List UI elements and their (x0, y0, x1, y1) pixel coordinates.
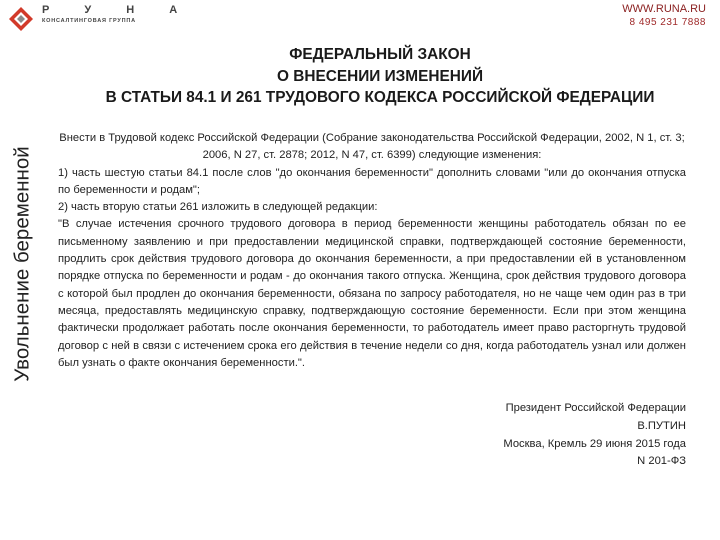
page-header (0, 0, 720, 34)
amendment-item-2: 2) часть вторую статьи 261 изложить в следующей редакции: (58, 201, 378, 214)
title-line: О ВНЕСЕНИИ ИЗМЕНЕНИЙ (276, 67, 484, 85)
signature-role: Президент Российской Федерации (505, 402, 686, 414)
phone-number: 8 495 231 7888 (629, 17, 706, 28)
side-title-text: Увольнение беременной (11, 146, 35, 382)
signature-name: В.ПУТИН (637, 419, 686, 432)
signature-place-date: Москва, Кремль 29 июня 2015 года (503, 437, 686, 450)
intro-paragraph: Внести в Трудовой кодекс Российской Федерации (Собрание законодательства Российской Федерации, 2002, N 1, ст. 3; 2006, N 27, ст. 2878; 2012, N 47, ст. 6399) следующие изменения: (59, 132, 685, 162)
site-url: WWW.RUNA.RU (622, 3, 706, 15)
amendment-quote: "В случае истечения срочного трудового договора в период беременности женщины работодатель обязан по ее письменному заявлению и при предоставлении медицинской справки, подтверждающей состояние беременности, продлить срок действия трудового договора до окончания беременности, а при предоставлении ей в установленном порядке отпуска по беременности и родам - до окончания такого отпуска. Женщина, срок действия трудового договора с которой был продлен до окончания беременности, обязана по запросу работодателя, но не чаще чем один раз в три месяца, предоставлять медицинскую справку, подтверждающую состояние беременности. Если при этом женщина фактически продолжает работать после окончания беременности, то работодатель имеет право расторгнуть трудовой договор с ней в связи с истечением срока его действия в течение недели со дня, когда работодатель узнал или должен был узнать о факте окончания беременности.". (58, 218, 686, 369)
logo-name: Р У Н А (42, 4, 194, 16)
law-number: N 201-ФЗ (637, 455, 686, 468)
amendment-item-1: 1) часть шестую статьи 84.1 после слов "до окончания беременности" дополнить словами "или до окончания отпуска по беременности и родам"; (58, 166, 686, 196)
document-body (58, 130, 686, 372)
title-line: ФЕДЕРАЛЬНЫЙ ЗАКОН (289, 46, 471, 63)
document-title (50, 44, 710, 109)
title-line: В СТАТЬИ 84.1 И 261 ТРУДОВОГО КОДЕКСА РОССИЙСКОЙ ФЕДЕРАЦИИ (105, 89, 655, 106)
runa-logo-icon (8, 6, 34, 32)
side-title (0, 108, 46, 420)
logo-subtitle: КОНСАЛТИНГОВАЯ ГРУППА (42, 18, 136, 24)
signature-block (386, 400, 686, 471)
